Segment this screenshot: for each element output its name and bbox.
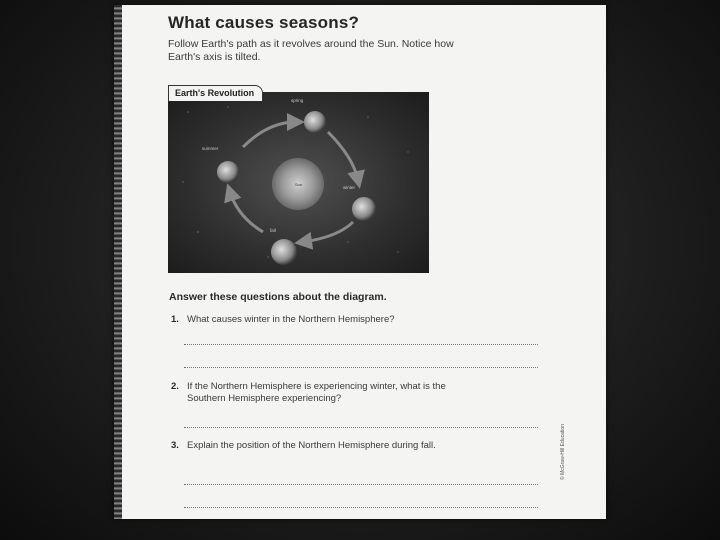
question-text: If the Northern Hemisphere is experiencing winter, what is the Southern Hemisphere experiencing?: [187, 381, 446, 404]
summer-label: summer: [202, 146, 219, 151]
earth-winter-icon: [352, 197, 376, 221]
sun-label: Sun: [295, 182, 303, 187]
winter-label: winter: [343, 185, 356, 190]
spring-label: spring: [291, 98, 304, 103]
question-number: 2.: [171, 381, 179, 392]
answer-line[interactable]: [184, 367, 538, 368]
earth-spring-icon: [304, 111, 326, 133]
intro-text: Follow Earth's path as it revolves around the Sun. Notice how Earth's axis is tilted.: [168, 38, 454, 63]
question-number: 1.: [171, 314, 179, 325]
question-text: Explain the position of the Northern Hemisphere during fall.: [187, 440, 436, 451]
orbit-arc-left: [230, 192, 263, 232]
answer-line[interactable]: [184, 427, 538, 428]
orbit-arc-top: [243, 122, 296, 147]
earth-summer-icon: [217, 161, 239, 183]
earth-fall-icon: [271, 239, 297, 265]
spiral-binding: [114, 5, 122, 519]
question-number: 3.: [171, 440, 179, 451]
copyright-text: © McGraw-Hill Education: [560, 424, 566, 480]
orbit-arc-bottom: [303, 222, 353, 242]
worksheet-page: [114, 5, 606, 519]
orbit-arc-right: [328, 132, 358, 180]
answer-line[interactable]: [184, 344, 538, 345]
page-title: What causes seasons?: [168, 13, 360, 32]
diagram-title: Earth's Revolution: [168, 85, 263, 101]
instructions: Answer these questions about the diagram.: [169, 291, 387, 303]
earth-revolution-diagram: [168, 92, 429, 273]
question-text: What causes winter in the Northern Hemisphere?: [187, 314, 395, 325]
diagram-figure: [168, 92, 429, 273]
answer-line[interactable]: [184, 507, 538, 508]
fall-label: fall: [270, 228, 276, 233]
answer-line[interactable]: [184, 484, 538, 485]
